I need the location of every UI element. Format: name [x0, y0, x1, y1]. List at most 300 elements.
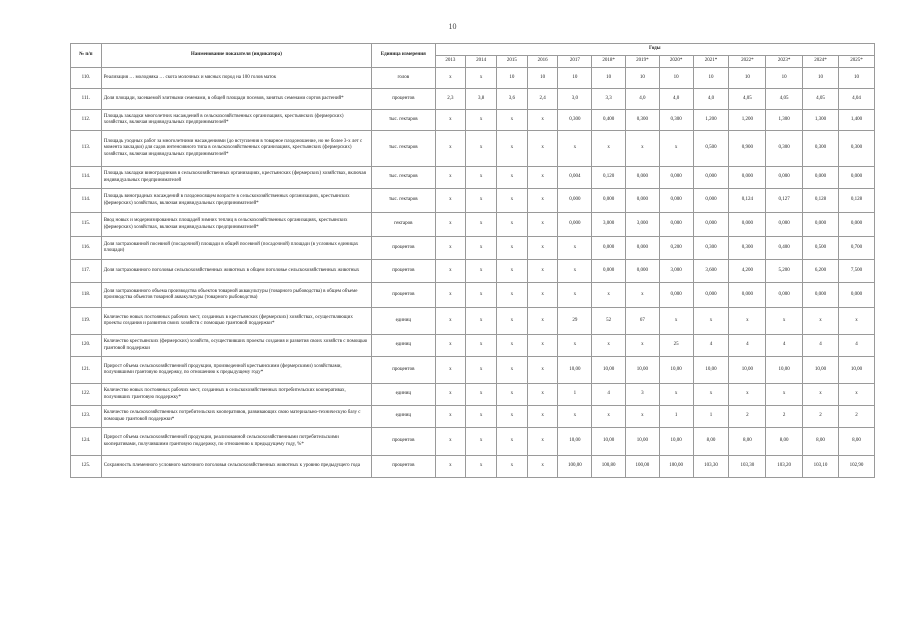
- year-value: 4,0: [626, 89, 660, 110]
- year-value: 0,004: [558, 167, 592, 189]
- indicator-name: Площадь виноградных насаждений в плодоносящем возрасте в сельскохозяйственных организациях, крестьянских (фермерских) хозяйствах, включая индивидуальных предпринимателей*: [101, 189, 371, 213]
- year-value: 4: [693, 335, 729, 357]
- year-value: x: [803, 384, 839, 406]
- year-value: 0,128: [838, 189, 874, 213]
- year-value: x: [497, 406, 528, 428]
- year-value: 2: [766, 406, 803, 428]
- year-value: 0,000: [838, 213, 874, 237]
- year-value: 100,00: [659, 456, 693, 478]
- year-value: x: [497, 335, 528, 357]
- header-year: 2022*: [729, 56, 766, 68]
- indicator-name: Доля застрахованного объема производства объектов товарной аквакультуры (товарного рыбоводства) в общем объеме производства объектов товарной аквакультуры (товарного рыбоводства): [101, 283, 371, 308]
- unit-of-measure: процентов: [372, 456, 435, 478]
- row-number: 123.: [71, 406, 102, 428]
- year-value: x: [497, 237, 528, 260]
- year-value: x: [435, 308, 466, 335]
- unit-of-measure: единиц: [372, 406, 435, 428]
- year-value: 8,00: [729, 428, 766, 456]
- year-value: 3,0: [558, 89, 592, 110]
- year-value: x: [838, 308, 874, 335]
- row-number: 114.: [71, 167, 102, 189]
- header-year: 2016: [527, 56, 558, 68]
- year-value: x: [693, 308, 729, 335]
- year-value: 0,000: [729, 167, 766, 189]
- year-value: 0,300: [659, 110, 693, 131]
- year-value: 0,000: [659, 283, 693, 308]
- table-row: [71, 357, 875, 384]
- year-value: 8,00: [803, 428, 839, 456]
- year-value: 0,000: [693, 189, 729, 213]
- unit-of-measure: тыс. гектаров: [372, 167, 435, 189]
- year-value: x: [435, 428, 466, 456]
- year-value: 3,8: [466, 89, 497, 110]
- year-value: x: [527, 357, 558, 384]
- indicators-table: [70, 43, 875, 478]
- year-value: 103,10: [803, 456, 839, 478]
- header-year: 2014: [466, 56, 497, 68]
- year-value: 100,00: [626, 456, 660, 478]
- year-value: x: [497, 110, 528, 131]
- year-value: x: [527, 428, 558, 456]
- year-value: 0,000: [659, 167, 693, 189]
- year-value: 0,120: [592, 167, 626, 189]
- year-value: x: [729, 308, 766, 335]
- year-value: 0,000: [659, 189, 693, 213]
- year-value: 5,200: [766, 260, 803, 283]
- table-row: [71, 283, 875, 308]
- unit-of-measure: голов: [372, 68, 435, 89]
- year-value: 0,124: [729, 189, 766, 213]
- year-value: 0,000: [659, 213, 693, 237]
- year-value: 0,700: [838, 237, 874, 260]
- indicator-name: Площадь уходных работ за многолетними насаждениями (до вступления в товарное плодоношение, но не более 3-х лет с момента закладки) для садов интенсивного типа в сельскохозяйственных организациях, крестьянских (фермерских) хозяйствах, включая индивидуальных предпринимателей*: [101, 131, 371, 167]
- year-value: x: [466, 167, 497, 189]
- year-value: 10,00: [558, 357, 592, 384]
- year-value: x: [527, 213, 558, 237]
- year-value: 0,000: [838, 167, 874, 189]
- year-value: 10,00: [838, 357, 874, 384]
- year-value: 0,300: [729, 237, 766, 260]
- table-row: [71, 384, 875, 406]
- row-number: 121.: [71, 357, 102, 384]
- year-value: 0,000: [693, 167, 729, 189]
- year-value: 4,200: [729, 260, 766, 283]
- year-value: x: [729, 384, 766, 406]
- year-value: x: [497, 131, 528, 167]
- indicator-name: Количество крестьянских (фермерских) хозяйств, осуществивших проекты создания и развития своих хозяйств с помощью грантовой поддержки: [101, 335, 371, 357]
- year-value: x: [435, 167, 466, 189]
- year-value: x: [626, 283, 660, 308]
- header-year: 2020*: [659, 56, 693, 68]
- row-number: 114.: [71, 189, 102, 213]
- year-value: x: [435, 68, 466, 89]
- year-value: x: [435, 283, 466, 308]
- year-value: 4: [838, 335, 874, 357]
- year-value: 4: [766, 335, 803, 357]
- year-value: x: [659, 384, 693, 406]
- row-number: 118.: [71, 283, 102, 308]
- year-value: 3: [626, 384, 660, 406]
- year-value: x: [527, 335, 558, 357]
- table-row: [71, 167, 875, 189]
- unit-of-measure: тыс. гектаров: [372, 110, 435, 131]
- year-value: x: [466, 110, 497, 131]
- year-value: 10,00: [558, 428, 592, 456]
- year-value: 4,05: [766, 89, 803, 110]
- year-value: 6,200: [803, 260, 839, 283]
- year-value: x: [435, 213, 466, 237]
- unit-of-measure: процентов: [372, 260, 435, 283]
- year-value: x: [626, 131, 660, 167]
- indicator-name: Количество сельскохозяйственных потребительских кооперативов, развивающих свою материально-техническую базу с помощью грантовой поддержки*: [101, 406, 371, 428]
- year-value: 0,900: [729, 131, 766, 167]
- header-year: 2013: [435, 56, 466, 68]
- year-value: x: [497, 428, 528, 456]
- header-year: 2023*: [766, 56, 803, 68]
- year-value: x: [527, 189, 558, 213]
- year-value: 0,400: [592, 110, 626, 131]
- year-value: 3,3: [592, 89, 626, 110]
- year-value: x: [466, 357, 497, 384]
- year-value: 4,05: [803, 89, 839, 110]
- year-value: 0,000: [838, 283, 874, 308]
- year-value: 1,300: [803, 110, 839, 131]
- year-value: 10,00: [592, 428, 626, 456]
- indicator-name: Количество новых постоянных рабочих мест, созданных в сельскохозяйственных потребительских кооперативах, получивших грантовую поддержку*: [101, 384, 371, 406]
- year-value: 10,00: [766, 357, 803, 384]
- header-indicator-name: Наименование показателя (индикатора): [101, 44, 371, 68]
- year-value: 4: [592, 384, 626, 406]
- year-value: 8,00: [693, 428, 729, 456]
- year-value: 0,400: [766, 237, 803, 260]
- year-value: x: [435, 357, 466, 384]
- year-value: x: [466, 308, 497, 335]
- year-value: 10,00: [592, 357, 626, 384]
- year-value: x: [527, 384, 558, 406]
- year-value: x: [592, 131, 626, 167]
- header-year: 2019*: [626, 56, 660, 68]
- year-value: 10,00: [803, 357, 839, 384]
- year-value: x: [626, 406, 660, 428]
- table-row: [71, 428, 875, 456]
- year-value: 100,80: [592, 456, 626, 478]
- row-number: 117.: [71, 260, 102, 283]
- table-row: [71, 260, 875, 283]
- year-value: 0,000: [558, 213, 592, 237]
- year-value: x: [558, 406, 592, 428]
- year-value: 4: [803, 335, 839, 357]
- year-value: 0,300: [803, 131, 839, 167]
- table-row: [71, 213, 875, 237]
- year-value: 10,00: [693, 357, 729, 384]
- year-value: 3,000: [626, 213, 660, 237]
- year-value: 3,000: [592, 213, 626, 237]
- year-value: 0,000: [592, 260, 626, 283]
- year-value: 4,05: [729, 89, 766, 110]
- table-body: [71, 68, 875, 478]
- year-value: 103,30: [693, 456, 729, 478]
- year-value: 10: [497, 68, 528, 89]
- year-value: 1: [693, 406, 729, 428]
- year-value: x: [592, 335, 626, 357]
- indicator-name: Реализация … молодняка … скота молочных и мясных пород на 100 голов маток: [101, 68, 371, 89]
- year-value: 0,000: [693, 213, 729, 237]
- year-value: 1,200: [693, 110, 729, 131]
- indicator-name: Площадь закладки многолетних насаждений в сельскохозяйственных организациях, крестьянских (фермерских) хозяйствах, включая индивидуальных предпринимателей*: [101, 110, 371, 131]
- year-value: x: [592, 283, 626, 308]
- year-value: 7,500: [838, 260, 874, 283]
- year-value: 10,00: [659, 428, 693, 456]
- table-row: [71, 406, 875, 428]
- header-unit: Единица измерения: [372, 44, 435, 68]
- year-value: x: [435, 406, 466, 428]
- year-value: x: [435, 110, 466, 131]
- year-value: 10,00: [626, 428, 660, 456]
- year-value: 10: [729, 68, 766, 89]
- year-value: 1: [558, 384, 592, 406]
- year-value: 0,300: [693, 237, 729, 260]
- year-value: 1,400: [838, 110, 874, 131]
- year-value: 67: [626, 308, 660, 335]
- year-value: x: [558, 260, 592, 283]
- table-row: [71, 237, 875, 260]
- unit-of-measure: единиц: [372, 384, 435, 406]
- year-value: x: [527, 110, 558, 131]
- indicator-name: Ввод новых и модернизированных площадей зимних теплиц в сельскохозяйственных организациях, крестьянских (фермерских) хозяйствах, включая индивидуальных предпринимателей*: [101, 213, 371, 237]
- row-number: 110.: [71, 68, 102, 89]
- header-years: Годы: [435, 44, 874, 56]
- row-number: 115.: [71, 213, 102, 237]
- year-value: x: [527, 167, 558, 189]
- year-value: x: [435, 189, 466, 213]
- row-number: 125.: [71, 456, 102, 478]
- year-value: x: [558, 335, 592, 357]
- year-value: 29: [558, 308, 592, 335]
- year-value: 0,000: [626, 260, 660, 283]
- row-number: 116.: [71, 237, 102, 260]
- table-row: [71, 89, 875, 110]
- unit-of-measure: процентов: [372, 283, 435, 308]
- year-value: x: [659, 308, 693, 335]
- year-value: 10: [803, 68, 839, 89]
- table-row: [71, 308, 875, 335]
- unit-of-measure: тыс. гектаров: [372, 189, 435, 213]
- year-value: x: [497, 260, 528, 283]
- year-value: x: [435, 131, 466, 167]
- year-value: x: [659, 131, 693, 167]
- table-row: [71, 68, 875, 89]
- year-value: x: [497, 167, 528, 189]
- year-value: 0,000: [592, 189, 626, 213]
- year-value: x: [497, 189, 528, 213]
- row-number: 111.: [71, 89, 102, 110]
- year-value: 0,000: [626, 237, 660, 260]
- indicator-name: Сохранность племенного условного маточного поголовья сельскохозяйственных животных к уровню предыдущего года: [101, 456, 371, 478]
- year-value: 2,3: [435, 89, 466, 110]
- year-value: x: [466, 260, 497, 283]
- year-value: 3,600: [693, 260, 729, 283]
- year-value: x: [527, 308, 558, 335]
- year-value: 10: [659, 68, 693, 89]
- year-value: x: [558, 283, 592, 308]
- header-year: 2018*: [592, 56, 626, 68]
- year-value: 10: [626, 68, 660, 89]
- year-value: x: [527, 260, 558, 283]
- table-row: [71, 131, 875, 167]
- indicator-name: Площадь закладки виноградников в сельскохозяйственных организациях, крестьянских (фермерских) хозяйствах, включая индивидуальных предпринимателей: [101, 167, 371, 189]
- year-value: x: [466, 213, 497, 237]
- year-value: 103,30: [729, 456, 766, 478]
- year-value: 0,000: [693, 283, 729, 308]
- year-value: x: [626, 335, 660, 357]
- year-value: 10: [527, 68, 558, 89]
- year-value: 0,000: [729, 283, 766, 308]
- year-value: x: [527, 237, 558, 260]
- row-number: 119.: [71, 308, 102, 335]
- year-value: x: [497, 384, 528, 406]
- year-value: 2,4: [527, 89, 558, 110]
- year-value: 0,000: [803, 167, 839, 189]
- indicator-name: Прирост объема сельскохозяйственной продукции, произведенной крестьянскими (фермерскими) хозяйствами, получившими грантовую поддержку, по отношению к предыдущему году*: [101, 357, 371, 384]
- year-value: x: [435, 237, 466, 260]
- row-number: 124.: [71, 428, 102, 456]
- year-value: x: [838, 384, 874, 406]
- header-year: 2025*: [838, 56, 874, 68]
- year-value: x: [527, 283, 558, 308]
- unit-of-measure: единиц: [372, 335, 435, 357]
- unit-of-measure: тыс. гектаров: [372, 131, 435, 167]
- year-value: 0,000: [766, 213, 803, 237]
- year-value: 0,000: [626, 167, 660, 189]
- year-value: 2: [838, 406, 874, 428]
- year-value: x: [558, 237, 592, 260]
- row-number: 120.: [71, 335, 102, 357]
- year-value: 10: [693, 68, 729, 89]
- year-value: 100,00: [558, 456, 592, 478]
- table-row: [71, 110, 875, 131]
- year-value: 0,000: [766, 167, 803, 189]
- unit-of-measure: процентов: [372, 237, 435, 260]
- year-value: x: [558, 131, 592, 167]
- year-value: x: [435, 456, 466, 478]
- year-value: x: [466, 428, 497, 456]
- row-number: 113.: [71, 131, 102, 167]
- year-value: x: [466, 335, 497, 357]
- unit-of-measure: единиц: [372, 308, 435, 335]
- year-value: x: [497, 456, 528, 478]
- year-value: 0,300: [766, 131, 803, 167]
- year-value: 25: [659, 335, 693, 357]
- year-value: 10: [592, 68, 626, 89]
- year-value: 0,000: [558, 189, 592, 213]
- year-value: x: [435, 384, 466, 406]
- year-value: 10: [558, 68, 592, 89]
- unit-of-measure: процентов: [372, 89, 435, 110]
- year-value: 1,300: [766, 110, 803, 131]
- year-value: 10,00: [729, 357, 766, 384]
- year-value: x: [466, 237, 497, 260]
- year-value: 3,000: [659, 260, 693, 283]
- year-value: 0,000: [592, 237, 626, 260]
- year-value: 0,500: [803, 237, 839, 260]
- year-value: 0,200: [659, 237, 693, 260]
- year-value: 3,6: [497, 89, 528, 110]
- year-value: 1,200: [729, 110, 766, 131]
- indicator-name: Прирост объема сельскохозяйственной продукции, реализованной сельскохозяйственными потребительскими кооперативами, получившими грантовую поддержку, по отношению к предыдущему году, %*: [101, 428, 371, 456]
- indicator-name: Доля застрахованного поголовья сельскохозяйственных животных в общем поголовье сельскохозяйственных животных: [101, 260, 371, 283]
- year-value: 4: [729, 335, 766, 357]
- year-value: 4,0: [659, 89, 693, 110]
- year-value: 10: [838, 68, 874, 89]
- header-year: 2021*: [693, 56, 729, 68]
- year-value: x: [466, 189, 497, 213]
- year-value: 8,00: [766, 428, 803, 456]
- year-value: 2: [803, 406, 839, 428]
- year-value: 103,20: [766, 456, 803, 478]
- year-value: x: [497, 283, 528, 308]
- year-value: 0,127: [766, 189, 803, 213]
- header-year: 2015: [497, 56, 528, 68]
- year-value: x: [497, 213, 528, 237]
- year-value: x: [497, 357, 528, 384]
- unit-of-measure: процентов: [372, 428, 435, 456]
- table-row: [71, 335, 875, 357]
- page-number: 10: [448, 22, 457, 31]
- year-value: x: [466, 456, 497, 478]
- year-value: x: [527, 131, 558, 167]
- table-row: [71, 189, 875, 213]
- year-value: 0,500: [693, 131, 729, 167]
- year-value: 0,000: [729, 213, 766, 237]
- year-value: x: [766, 308, 803, 335]
- year-value: 10,00: [626, 357, 660, 384]
- year-value: x: [466, 131, 497, 167]
- year-value: x: [497, 308, 528, 335]
- year-value: x: [592, 406, 626, 428]
- year-value: x: [435, 335, 466, 357]
- year-value: 0,300: [558, 110, 592, 131]
- year-value: x: [803, 308, 839, 335]
- row-number: 112.: [71, 110, 102, 131]
- year-value: 4,0: [693, 89, 729, 110]
- year-value: 102,90: [838, 456, 874, 478]
- year-value: x: [466, 68, 497, 89]
- year-value: x: [527, 456, 558, 478]
- year-value: 4,04: [838, 89, 874, 110]
- unit-of-measure: гектаров: [372, 213, 435, 237]
- header-year: 2024*: [803, 56, 839, 68]
- year-value: 0,000: [803, 213, 839, 237]
- year-value: 0,000: [626, 189, 660, 213]
- year-value: 1: [659, 406, 693, 428]
- year-value: 8,00: [838, 428, 874, 456]
- year-value: 10: [766, 68, 803, 89]
- indicator-name: Доля застрахованной посевной (посадочной) площади в общей посевной (посадочной) площади (в условных единицах площади): [101, 237, 371, 260]
- header-year: 2017: [558, 56, 592, 68]
- year-value: 0,000: [803, 283, 839, 308]
- year-value: x: [466, 384, 497, 406]
- year-value: 10,00: [659, 357, 693, 384]
- year-value: x: [466, 283, 497, 308]
- year-value: x: [466, 406, 497, 428]
- table-header: [71, 44, 875, 68]
- indicator-name: Доля площади, засеваемой элитными семенами, в общей площади посевов, занятых семенами сортов растений*: [101, 89, 371, 110]
- table-row: [71, 456, 875, 478]
- year-value: 2: [729, 406, 766, 428]
- row-number: 122.: [71, 384, 102, 406]
- indicator-name: Количество новых постоянных рабочих мест, созданных в крестьянских (фермерских) хозяйствах, осуществляющих проекты создания и развития своих хозяйств с помощью грантовой поддержки*: [101, 308, 371, 335]
- year-value: 0,300: [838, 131, 874, 167]
